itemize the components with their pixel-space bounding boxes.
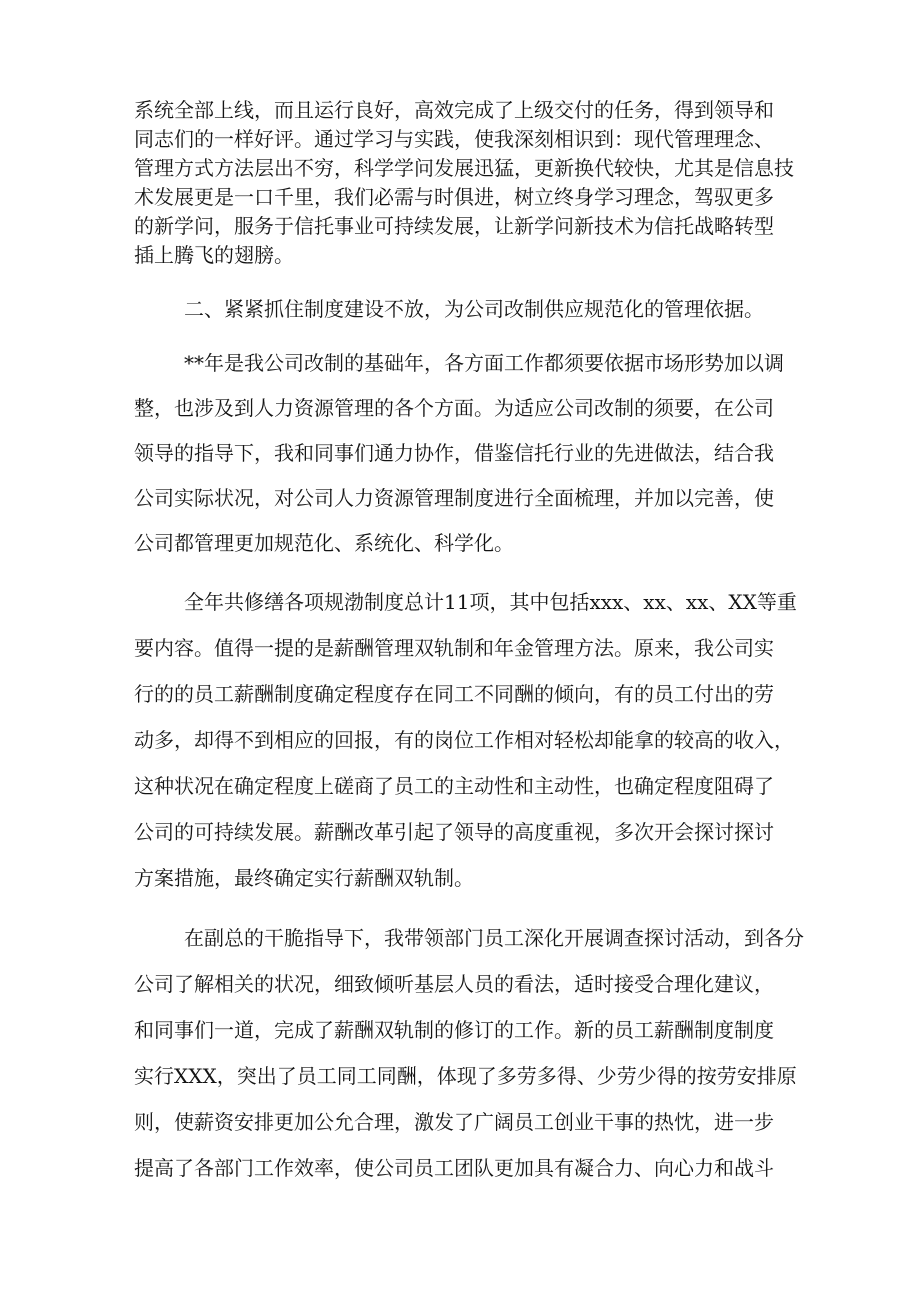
section-heading: 二、紧紧抓住制度建设不放，为公司改制供应规范化的管理依据。 [184,297,764,321]
paragraph-5-line: 实行XXX，突出了员工同工同酬，体现了多劳多得、少劳少得的按劳安排原 [134,1064,797,1088]
paragraph-5-line: 公司了解相关的状况，细致倾听基层人员的看法，适时接受合理化建议， [134,972,774,996]
paragraph-4-line: 要内容。值得一提的是薪酬管理双轨制和年金管理方法。原来，我公司实 [134,636,774,660]
paragraph-4-line: 公司的可持续发展。薪酬改革引起了领导的高度重视，多次开会探讨探讨 [134,820,774,844]
paragraph-5-line: 和同事们一道，完成了薪酬双轨制的修订的工作。新的员工薪酬制度制度 [134,1018,774,1042]
paragraph-3-line: **年是我公司改制的基础年，各方面工作都须要依据市场形势加以调 [184,351,784,375]
paragraph-1-line: 同志们的一样好评。通过学习与实践，使我深刻相识到：现代管理理念、 [134,127,774,151]
paragraph-4-line: 全年共修缮各项规渤制度总计11项，其中包括xxx、xx、xx、XX等重 [184,590,797,614]
paragraph-5-line: 则，使薪资安排更加公允合理，激发了广阔员工创业干事的热忱，进一步 [134,1110,774,1134]
paragraph-3-line: 公司都管理更加规范化、系统化、科学化。 [134,531,514,555]
paragraph-3-line: 整，也涉及到人力资源管理的各个方面。为适应公司改制的须要，在公司 [134,396,774,420]
paragraph-3-line: 公司实际状况，对公司人力资源管理制度进行全面梳理，并加以完善，使 [134,486,774,510]
paragraph-4-line: 行的的员工薪酬制度确定程度存在同工不同酬的倾向，有的员工付出的劳 [134,682,774,706]
paragraph-4-line: 方案措施，最终确定实行薪酬双轨制。 [134,866,474,890]
paragraph-1-line: 管理方式方法层出不穷，科学学问发展迅猛，更新换代较快，尤其是信息技 [134,156,794,180]
paragraph-5-line: 提高了各部门工作效率，使公司员工团队更加具有凝合力、向心力和战斗 [134,1156,774,1180]
paragraph-1-line: 的新学问，服务于信托事业可持续发展，让新学问新技术为信托战略转型 [134,214,774,238]
paragraph-4-line: 这种状况在确定程度上磋商了员工的主动性和主动性，也确定程度阻碍了 [134,774,774,798]
paragraph-1-line: 系统全部上线，而且运行良好，高效完成了上级交付的任务，得到领导和 [134,98,774,122]
paragraph-3-line: 领导的指导下，我和同事们通力协作，借鉴信托行业的先进做法，结合我 [134,441,774,465]
paragraph-1-line: 插上腾飞的翅膀。 [134,243,294,267]
paragraph-1-line: 术发展更是一口千里，我们必需与时俱进，树立终身学习理念，驾驭更多 [134,185,774,209]
paragraph-5-line: 在副总的干脆指导下，我带领部门员工深化开展调查探讨活动，到各分 [184,926,804,950]
paragraph-4-line: 动多，却得不到相应的回报，有的岗位工作相对轻松却能拿的较高的收入， [134,728,794,752]
